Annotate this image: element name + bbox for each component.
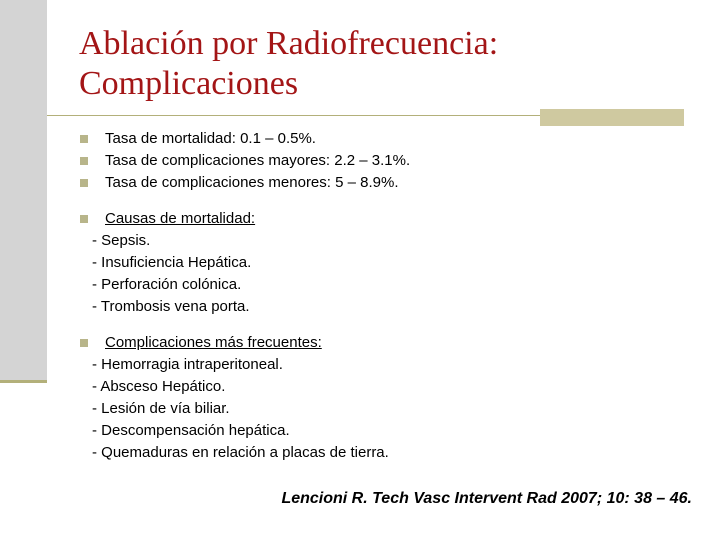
complications-heading: Complicaciones más frecuentes: (105, 334, 322, 351)
cause-item: - Perforación colónica. (92, 276, 242, 293)
bullet-item (80, 332, 700, 354)
title-line-2: Complicaciones (79, 65, 299, 102)
complication-item: - Absceso Hepático. (92, 378, 226, 395)
stat-major-complications: Tasa de complicaciones mayores: 2.2 – 3.1%. (105, 152, 411, 169)
square-bullet-icon (80, 135, 88, 143)
cause-item: - Insuficiencia Hepática. (92, 254, 252, 271)
square-bullet-icon (80, 157, 88, 165)
title-accent-block (540, 109, 684, 126)
bullet-item (80, 208, 700, 230)
side-decoration-bar (0, 0, 47, 383)
stat-mortality: Tasa de mortalidad: 0.1 – 0.5%. (105, 130, 316, 147)
bullet-item (80, 128, 700, 150)
stat-minor-complications: Tasa de complicaciones menores: 5 – 8.9%. (105, 174, 399, 191)
complication-item: - Lesión de vía biliar. (92, 400, 230, 417)
slide-title (79, 24, 498, 104)
side-decoration-base (0, 380, 47, 383)
citation: Lencioni R. Tech Vasc Intervent Rad 2007; 10: 38 – 46. (281, 490, 692, 507)
slide-body (80, 128, 700, 464)
causes-heading: Causas de mortalidad: (105, 210, 256, 227)
cause-item: - Sepsis. (92, 232, 151, 249)
bullet-item (80, 172, 700, 194)
complication-item: - Quemaduras en relación a placas de tierra. (92, 444, 389, 461)
bullet-item (80, 150, 700, 172)
square-bullet-icon (80, 179, 88, 187)
title-line-1: Ablación por Radiofrecuencia: (79, 25, 499, 62)
complication-item: - Hemorragia intraperitoneal. (92, 356, 283, 373)
cause-item: - Trombosis vena porta. (92, 298, 250, 315)
square-bullet-icon (80, 215, 88, 223)
square-bullet-icon (80, 339, 88, 347)
complication-item: - Descompensación hepática. (92, 422, 290, 439)
